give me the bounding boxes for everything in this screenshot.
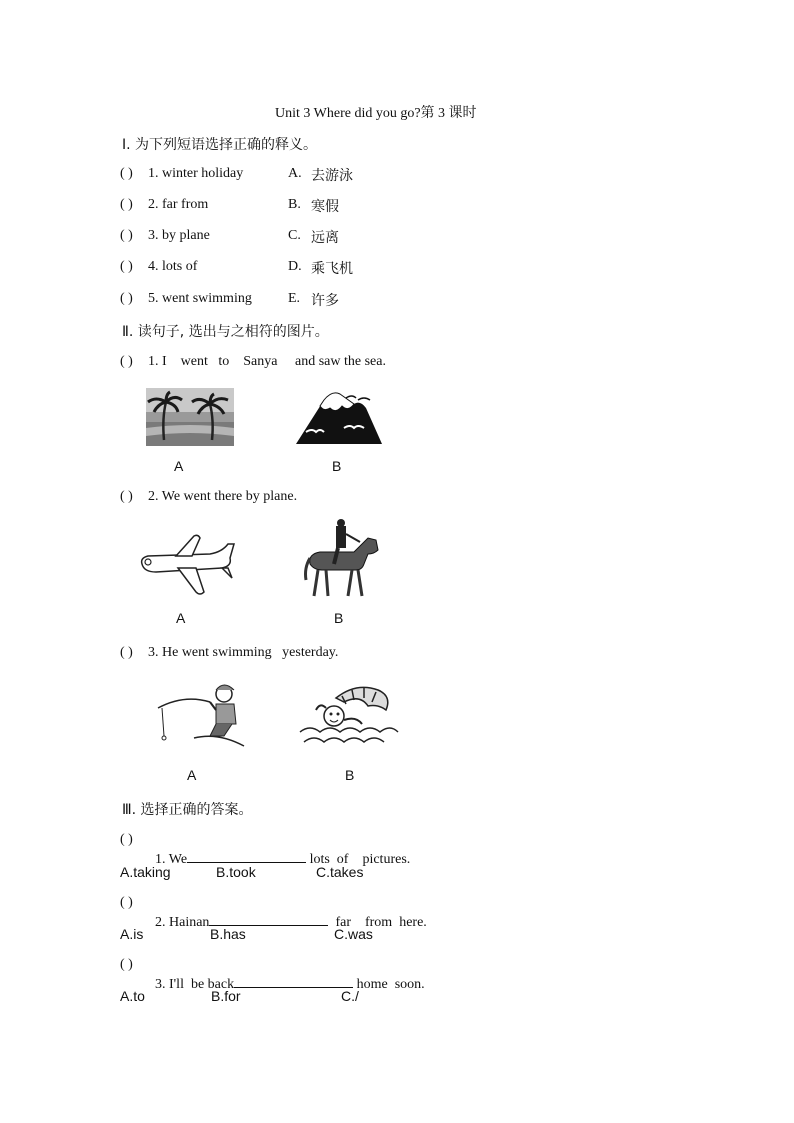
option-letter: A. <box>288 166 302 181</box>
option-letter: D. <box>288 259 302 274</box>
section-2-heading: Ⅱ. 读句子, 选出与之相符的图片。 <box>122 324 329 340</box>
question-text: 3. He went swimming yesterday. <box>148 645 339 660</box>
phrase-text: 4. lots of <box>148 259 198 274</box>
airplane-picture <box>136 522 238 598</box>
option-text: 远离 <box>311 230 339 246</box>
choice-label-a: A <box>174 458 184 474</box>
phrase-text: 2. far from <box>148 197 209 212</box>
answer-paren[interactable]: ( ) <box>120 197 133 212</box>
question-text <box>148 957 425 993</box>
option-c[interactable]: C./ <box>341 988 359 1004</box>
answer-blank[interactable] <box>187 848 306 863</box>
question-text <box>148 895 427 931</box>
option-text: 乘飞机 <box>311 261 353 277</box>
option-letter: E. <box>288 291 301 306</box>
section-3-heading: Ⅲ. 选择正确的答案。 <box>122 802 253 818</box>
choice-label-b: B <box>334 610 344 626</box>
phrase-text: 1. winter holiday <box>148 166 244 181</box>
boy-swimming-picture <box>296 680 400 750</box>
answer-blank[interactable] <box>234 973 353 988</box>
option-b[interactable]: B.took <box>216 864 256 880</box>
option-text: 寒假 <box>311 199 339 215</box>
question-prefix: 3. I'll be back <box>155 977 235 992</box>
answer-paren[interactable]: ( ) <box>120 354 133 369</box>
horse-rider-picture <box>302 518 382 600</box>
section-1-heading: Ⅰ. 为下列短语选择正确的释义。 <box>122 137 318 153</box>
page-title: Unit 3 Where did you go?第 3 课时 <box>275 106 477 121</box>
answer-paren[interactable]: ( ) <box>120 166 133 181</box>
answer-paren[interactable]: ( ) <box>120 645 133 660</box>
option-letter: C. <box>288 228 301 243</box>
choice-label-a: A <box>187 767 197 783</box>
option-a[interactable]: A.taking <box>120 864 171 880</box>
question-prefix: 2. Hainan <box>155 915 210 930</box>
option-b[interactable]: B.has <box>210 926 246 942</box>
answer-paren[interactable]: ( ) <box>120 957 133 972</box>
answer-paren[interactable]: ( ) <box>120 895 133 910</box>
beach-palm-trees-picture <box>146 388 234 446</box>
snowy-mountain-picture <box>294 388 384 446</box>
question-text <box>148 832 410 868</box>
option-a[interactable]: A.to <box>120 988 145 1004</box>
boy-fishing-picture <box>154 680 246 750</box>
choice-label-b: B <box>332 458 342 474</box>
option-b[interactable]: B.for <box>211 988 241 1004</box>
answer-paren[interactable]: ( ) <box>120 259 133 274</box>
answer-paren[interactable]: ( ) <box>120 489 133 504</box>
choice-label-b: B <box>345 767 355 783</box>
option-a[interactable]: A.is <box>120 926 144 942</box>
choice-label-a: A <box>176 610 186 626</box>
question-text: 1. I went to Sanya and saw the sea. <box>148 354 386 369</box>
question-prefix: 1. We <box>155 852 188 867</box>
option-c[interactable]: C.was <box>334 926 373 942</box>
answer-paren[interactable]: ( ) <box>120 228 133 243</box>
question-suffix: far from here. <box>328 915 427 930</box>
answer-paren[interactable]: ( ) <box>120 291 133 306</box>
question-text: 2. We went there by plane. <box>148 489 298 504</box>
question-suffix: lots of pictures. <box>306 852 411 867</box>
option-text: 许多 <box>311 293 339 309</box>
answer-paren[interactable]: ( ) <box>120 832 133 847</box>
option-text: 去游泳 <box>311 168 353 184</box>
option-letter: B. <box>288 197 301 212</box>
phrase-text: 3. by plane <box>148 228 210 243</box>
option-c[interactable]: C.takes <box>316 864 364 880</box>
answer-blank[interactable] <box>209 911 328 926</box>
phrase-text: 5. went swimming <box>148 291 252 306</box>
question-suffix: home soon. <box>353 977 425 992</box>
